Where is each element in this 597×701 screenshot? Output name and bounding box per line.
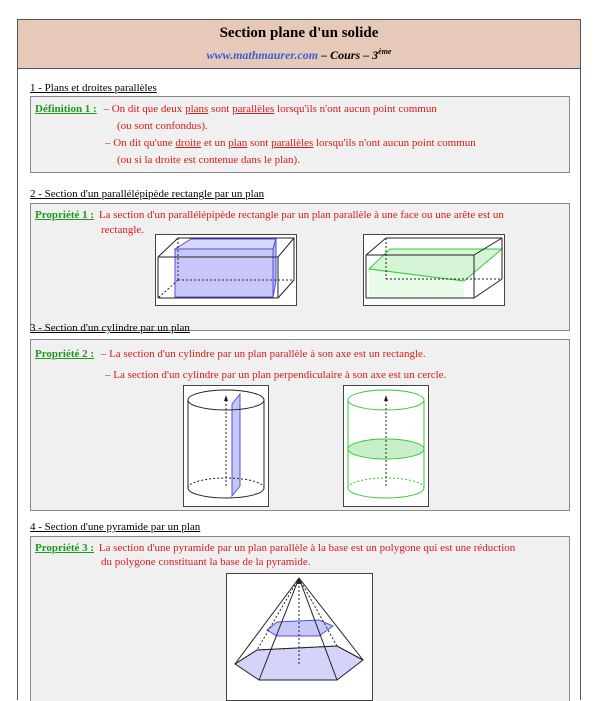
- property-1-box: [30, 203, 570, 331]
- cylinder-figure-green: [343, 385, 429, 507]
- definition-1-line-1: Définition 1 : – On dit que deux plans sont parallèles lorsqu'ils n'ont aucun point commun: [35, 103, 437, 115]
- page-title: Section plane d'un solide: [219, 25, 379, 41]
- property-1-line-1: Propriété 1 : La section d'un parallélépipède rectangle par un plan parallèle à une face ou une arête est un: [35, 209, 504, 221]
- course-sheet: [17, 19, 581, 700]
- definition-1-line-2: (ou sont confondus).: [117, 120, 208, 132]
- section-2-title: 2 - Section d'un parallélépipède rectangle par un plan: [30, 188, 265, 200]
- section-1-title: 1 - Plans et droites parallèles: [30, 82, 157, 94]
- property-1-line-2: rectangle.: [101, 224, 145, 236]
- definition-1-line-4: (ou si la droite est contenue dans le plan).: [117, 154, 300, 166]
- site-link[interactable]: www.mathmaurer.com: [206, 48, 319, 62]
- header: [18, 20, 580, 69]
- property-2-box: [30, 339, 570, 511]
- property-3-line-2: du polygone constituant la base de la pyramide.: [101, 556, 311, 568]
- level-superscript: ème: [378, 47, 392, 56]
- property-2-line-2: – La section d'un cylindre par un plan perpendiculaire à son axe est un cercle.: [105, 369, 447, 381]
- definition-1-box: [30, 96, 570, 173]
- property-1-label: Propriété 1 :: [35, 209, 95, 221]
- property-2-label: Propriété 2 :: [35, 348, 95, 360]
- box-figure-green: [363, 234, 505, 306]
- pyramid-figure: [226, 573, 373, 701]
- property-3-line-1: Propriété 3 : La section d'une pyramide par un plan parallèle à la base est un polygone qui est une réduction: [35, 542, 516, 554]
- definition-1-label: Définition 1 :: [35, 103, 97, 115]
- cylinder-figure-blue: [183, 385, 269, 507]
- property-3-label: Propriété 3 :: [35, 542, 95, 554]
- box-figure-blue: [155, 234, 297, 306]
- page-subtitle: [18, 47, 580, 63]
- property-3-box: [30, 536, 570, 701]
- section-3-title: 3 - Section d'un cylindre par un plan: [30, 322, 190, 334]
- definition-1-line-3: – On dit qu'une droite et un plan sont parallèles lorsqu'ils n'ont aucun point commun: [105, 137, 476, 149]
- course-level: – Cours – 3: [318, 48, 379, 62]
- section-4-title: 4 - Section d'une pyramide par un plan: [30, 521, 201, 533]
- property-2-line-1: Propriété 2 : – La section d'un cylindre par un plan parallèle à son axe est un rectangle.: [35, 348, 426, 360]
